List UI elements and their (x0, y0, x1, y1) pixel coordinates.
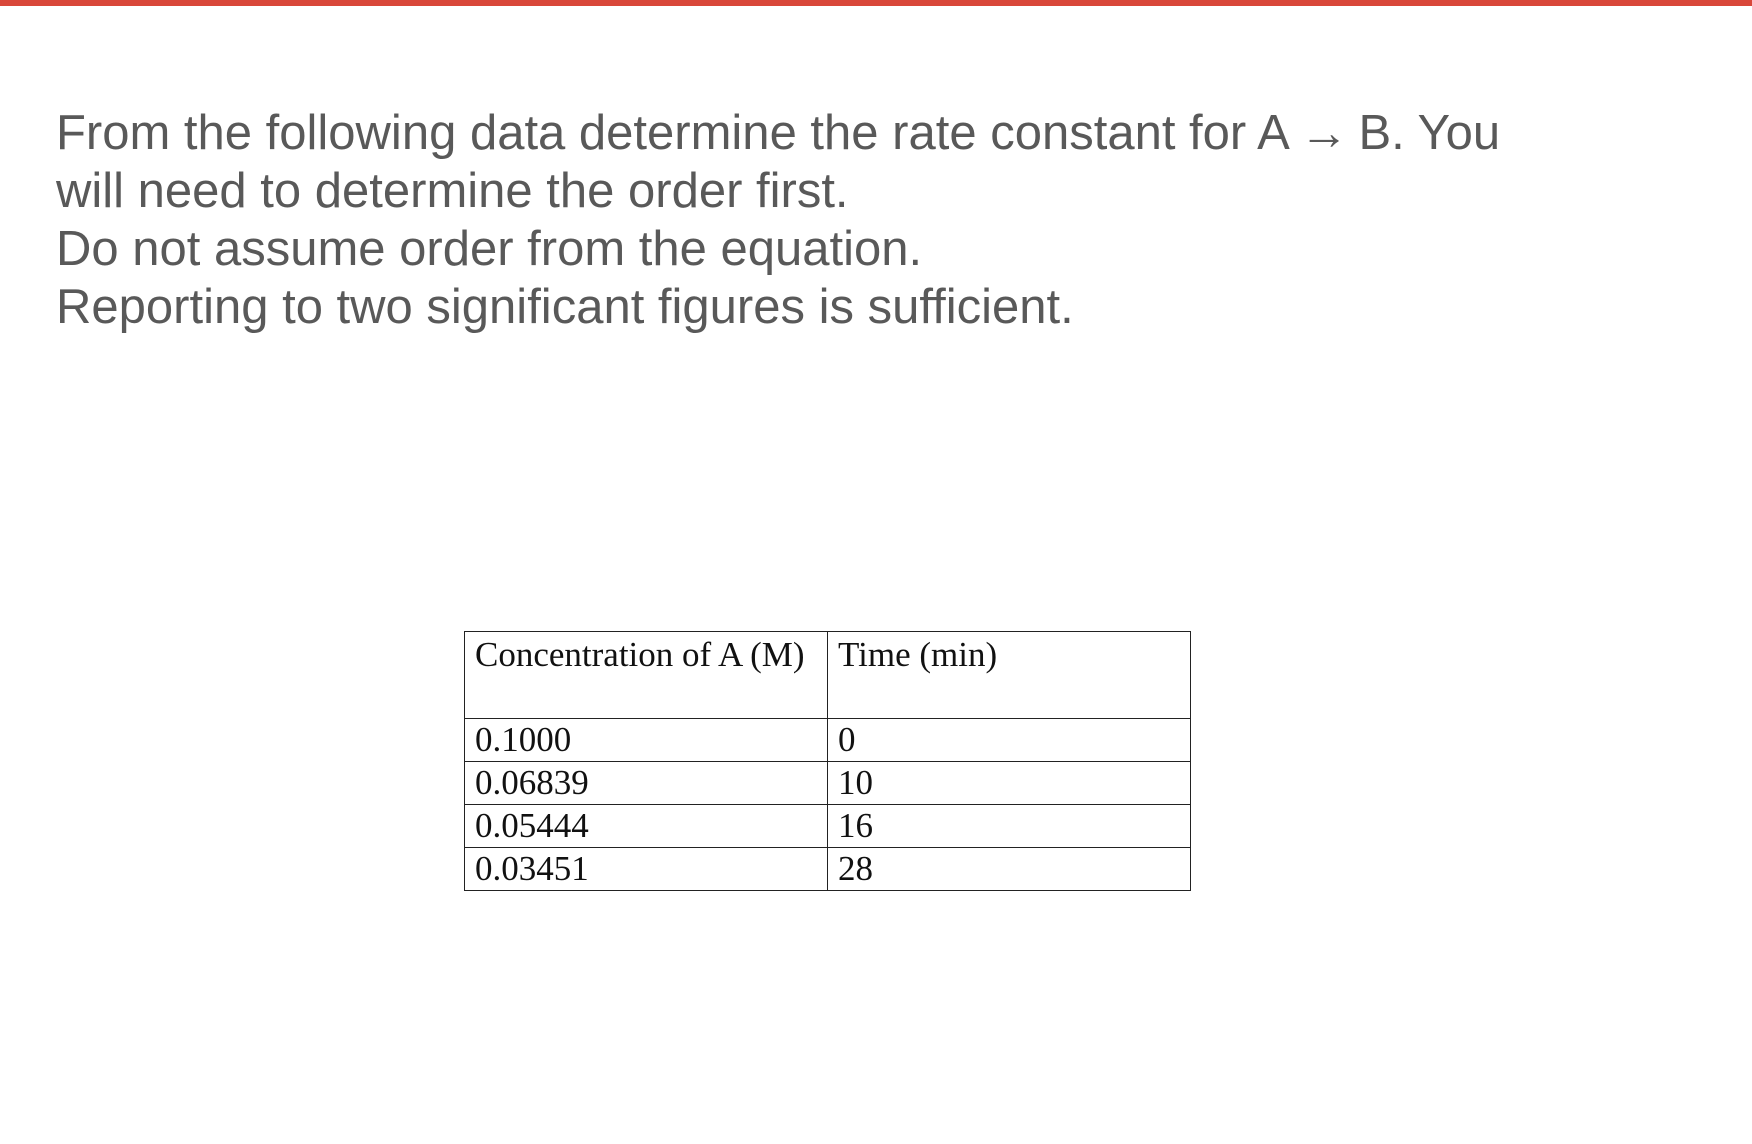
table-row (465, 848, 1191, 891)
table-row (465, 762, 1191, 805)
data-table (464, 631, 1191, 891)
header-time: Time (min) (828, 632, 1191, 719)
time-cell: 0 (828, 719, 1191, 762)
problem-line-2: will need to determine the order first. (56, 164, 849, 218)
problem-statement (56, 104, 1676, 336)
concentration-cell: 0.05444 (465, 805, 828, 848)
table-row (465, 719, 1191, 762)
time-cell: 10 (828, 762, 1191, 805)
problem-line-4: Reporting to two significant figures is sufficient. (56, 280, 1074, 334)
concentration-cell: 0.03451 (465, 848, 828, 891)
problem-line-1: From the following data determine the rate constant for A → B. You (56, 106, 1501, 160)
time-cell: 16 (828, 805, 1191, 848)
header-concentration: Concentration of A (M) (465, 632, 828, 719)
top-accent-bar (0, 0, 1752, 6)
concentration-cell: 0.06839 (465, 762, 828, 805)
concentration-cell: 0.1000 (465, 719, 828, 762)
time-cell: 28 (828, 848, 1191, 891)
table-row (465, 805, 1191, 848)
table-header-row (465, 632, 1191, 719)
problem-line-3: Do not assume order from the equation. (56, 222, 923, 276)
